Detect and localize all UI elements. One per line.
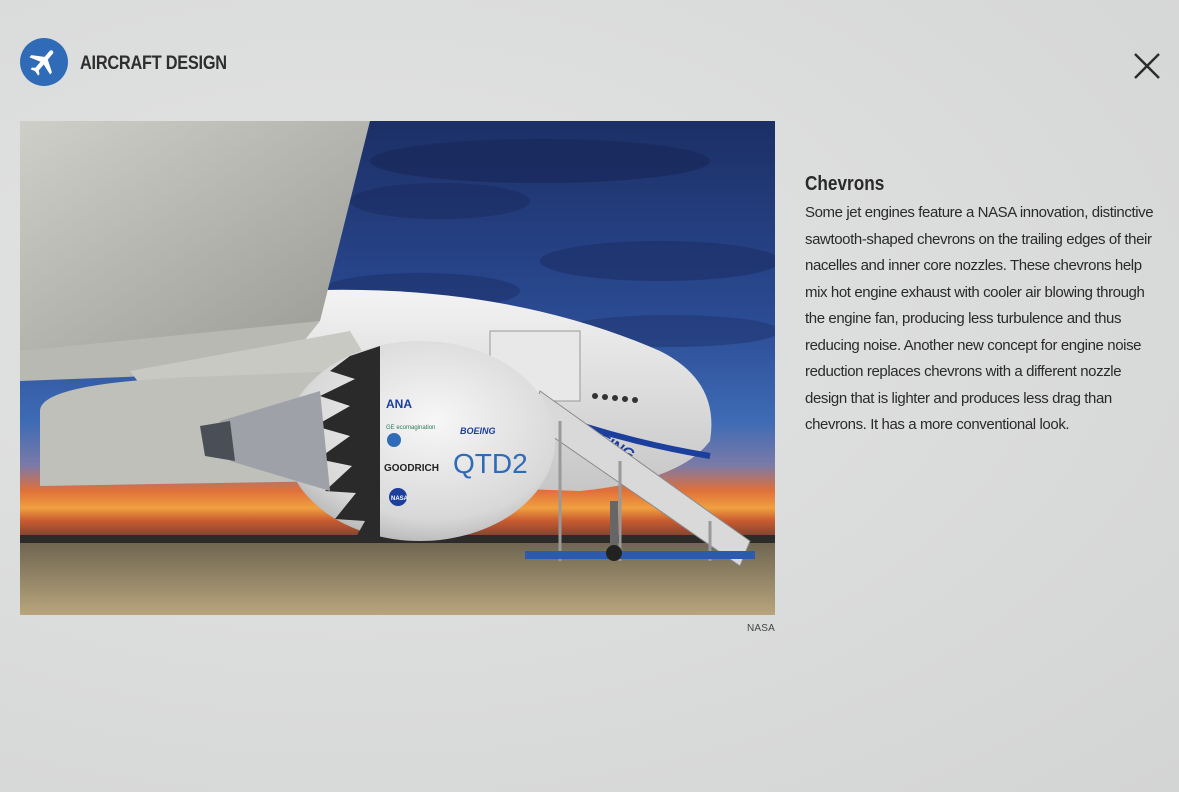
decal-ge: GE ecomagination <box>386 425 436 431</box>
decal-qtd2: QTD2 <box>453 448 528 479</box>
decal-nasa: NASA <box>391 496 409 502</box>
engine-photo <box>20 121 775 615</box>
decal-ana: ANA <box>386 397 412 411</box>
article-body: Some jet engines feature a NASA innovation, distinctive sawtooth-shaped chevrons on the trailing edges of their nacelles and inner core nozzles. These chevrons help mix hot engine exhaust with cooler air blowing through the engine fan, producing less turbulence and thus reducing noise. Another new concept for engine noise reduction replaces chevrons with a different nozzle design that is lighter and produces less drag than chevrons. It has a more conventional look. <box>805 204 1154 433</box>
decal-boeing: BOEING <box>460 426 496 436</box>
article-title: Chevrons <box>805 173 885 195</box>
decal-goodrich: GOODRICH <box>384 463 439 474</box>
airplane-icon[interactable] <box>20 38 68 86</box>
section-title: AIRCRAFT DESIGN <box>80 53 227 74</box>
close-button[interactable] <box>1130 49 1164 83</box>
close-icon <box>1130 49 1164 83</box>
page-header <box>20 37 251 87</box>
article <box>805 173 1165 439</box>
photo-credit: NASA <box>746 623 775 634</box>
